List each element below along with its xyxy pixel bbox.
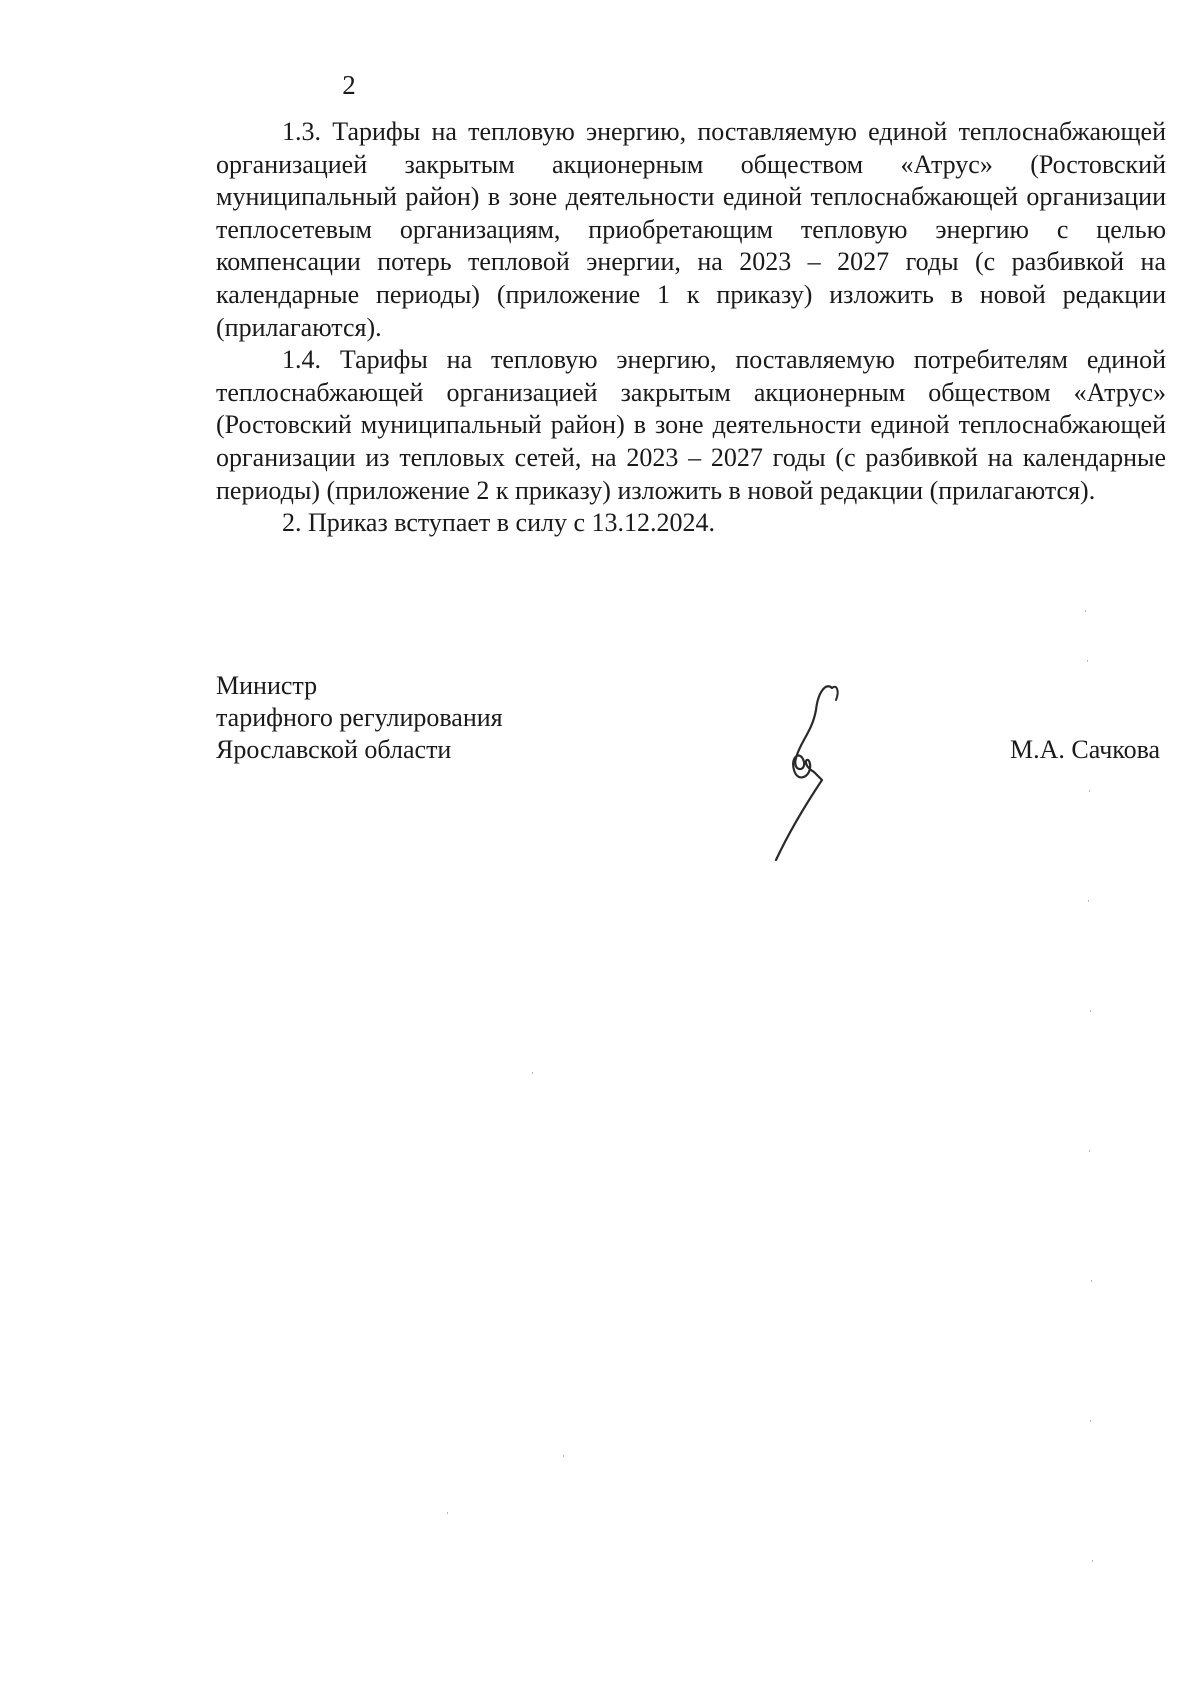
page-number-text: 2	[342, 70, 356, 100]
scan-artifact	[1089, 1150, 1090, 1152]
scan-artifact	[1090, 1010, 1091, 1012]
paragraph-1-3: 1.3. Тарифы на тепловую энергию, поставляемую единой теплоснабжающей организацией закрытым акционерным обществом «Атрус» (Ростовский муниципальный район) в зоне деятельности единой теплоснабжающей организации теплосетевым организациям, приобретающим тепловую энергию с целью компенсации потерь тепловой энергии, на 2023 – 2027 годы (с разбивкой на календарные периоды) (приложение 1 к приказу) изложить в новой редакции (прилагаются).	[216, 117, 1166, 342]
signatory-title-line-1: Министр	[216, 671, 318, 700]
scan-artifact	[563, 1455, 564, 1457]
paragraph-2: 2. Приказ вступает в силу с 13.12.2024.	[282, 508, 716, 538]
scan-artifact	[1092, 1560, 1093, 1562]
signatory-name: М.А. Сачкова	[1010, 735, 1161, 764]
signatory-title	[216, 670, 503, 766]
scan-artifact	[532, 1072, 533, 1074]
page-number	[0, 72, 1200, 99]
scan-artifact	[447, 1512, 448, 1514]
scan-artifact	[1091, 1280, 1092, 1282]
scan-artifact	[1090, 1420, 1091, 1422]
paragraph-1-4: 1.4. Тарифы на тепловую энергию, поставляемую потребителям единой теплоснабжающей организацией закрытым акционерным обществом «Атрус» (Ростовский муниципальный район) в зоне деятельности единой теплоснабжающей организации из тепловых сетей, на 2023 – 2027 годы (с разбивкой на календарные периоды) (приложение 2 к приказу) изложить в новой редакции (прилагаются).	[216, 345, 1166, 505]
scan-artifact	[1087, 660, 1088, 662]
signatory-title-line-2: тарифного регулирования	[216, 703, 503, 732]
scan-artifact	[1089, 790, 1090, 792]
signatory-title-line-3: Ярославской области	[216, 735, 452, 764]
document-body	[216, 116, 1166, 540]
scan-artifact	[1085, 610, 1086, 612]
handwritten-signature	[770, 680, 870, 865]
scan-artifact	[1088, 900, 1089, 902]
